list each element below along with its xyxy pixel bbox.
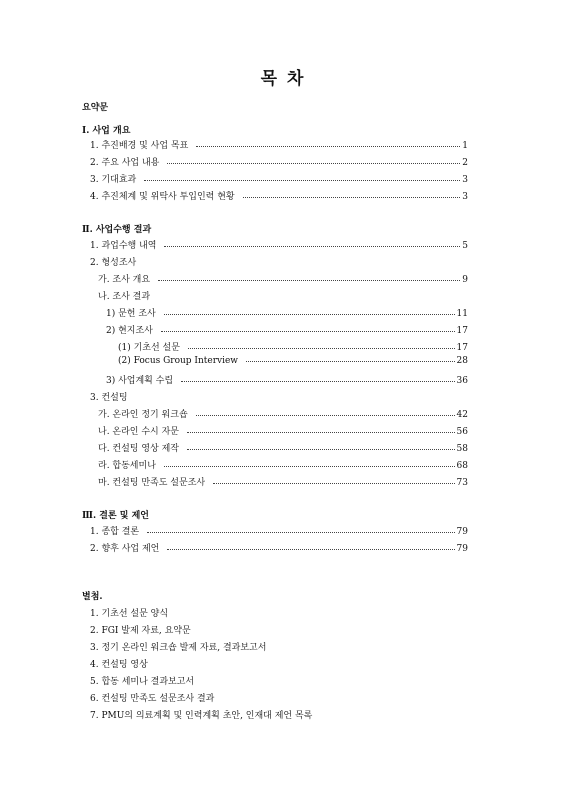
toc-entry xyxy=(118,356,468,366)
toc-entry-label: 1. 과업수행 내역 xyxy=(90,241,157,251)
section-heading-3: Ⅲ. 결론 및 제언 xyxy=(82,511,149,521)
toc-entry xyxy=(106,323,468,336)
toc-entry-page: 3 xyxy=(462,192,468,202)
toc-entry-page: 56 xyxy=(456,427,468,437)
toc-entry xyxy=(98,458,468,471)
dot-leader xyxy=(167,163,460,164)
toc-entry xyxy=(98,475,468,488)
dot-leader xyxy=(164,466,455,467)
toc-entry-page: 42 xyxy=(456,410,468,420)
toc-entry-label: 가. 온라인 정기 워크숍 xyxy=(98,410,188,420)
toc-entry-label: 3. 기대효과 xyxy=(90,175,137,185)
toc-entry-label: 가. 조사 개요 xyxy=(98,275,151,285)
toc-entry-label: 나. 온라인 수시 자문 xyxy=(98,427,179,437)
toc-entry-page: 9 xyxy=(462,275,468,285)
dot-leader xyxy=(164,314,455,315)
toc-entry xyxy=(98,407,468,420)
toc-entry xyxy=(90,138,468,151)
toc-entry-page: 17 xyxy=(456,326,468,336)
dot-leader xyxy=(196,146,460,147)
appendix-heading: 별첨. xyxy=(82,592,103,602)
toc-entry xyxy=(90,541,468,554)
toc-entry xyxy=(90,524,468,537)
toc-entry-label: (1) 기초선 설문 xyxy=(118,343,180,353)
toc-entry-page: 2 xyxy=(462,158,468,168)
toc-entry-label: 4. 추진체계 및 위탁사 투입인력 현황 xyxy=(90,192,235,202)
toc-entry-label: 2. 주요 사업 내용 xyxy=(90,158,160,168)
toc-entry-page: 79 xyxy=(456,527,468,537)
dot-leader xyxy=(187,449,455,450)
toc-entry-label: 라. 합동세미나 xyxy=(98,461,156,471)
appendix-item: 1. 기초선 설문 양식 xyxy=(90,609,169,619)
toc-entry-page: 5 xyxy=(462,241,468,251)
dot-leader xyxy=(246,361,455,362)
toc-entry xyxy=(106,373,468,386)
appendix-item: 4. 컨설팅 영상 xyxy=(90,660,148,670)
toc-entry xyxy=(90,189,468,202)
toc-entry-label: 마. 컨설팅 만족도 설문조사 xyxy=(98,478,206,488)
dot-leader xyxy=(158,280,460,281)
page-title: 목 차 xyxy=(260,69,306,89)
toc-entry-label: 1) 문헌 조사 xyxy=(106,309,156,319)
dot-leader xyxy=(243,197,461,198)
toc-entry xyxy=(90,155,468,168)
toc-entry xyxy=(98,424,468,437)
dot-leader xyxy=(164,246,460,247)
toc-entry xyxy=(98,441,468,454)
appendix-item: 6. 컨설팅 만족도 설문조사 결과 xyxy=(90,694,215,704)
toc-entry-page: 36 xyxy=(456,376,468,386)
toc-entry-page: 1 xyxy=(462,141,468,151)
toc-entry-label: 2) 현지조사 xyxy=(106,326,153,336)
appendix-item: 5. 합동 세미나 결과보고서 xyxy=(90,677,195,687)
toc-entry-label: 다. 컨설팅 영상 제작 xyxy=(98,444,179,454)
appendix-item: 7. PMU의 의료계획 및 인력계획 초안, 인재대 제언 목록 xyxy=(90,711,313,721)
toc-entry-page: 17 xyxy=(456,343,468,353)
toc-entry-label: 3) 사업계획 수립 xyxy=(106,376,174,386)
dot-leader xyxy=(188,348,455,349)
dot-leader xyxy=(213,483,454,484)
dot-leader xyxy=(187,432,455,433)
toc-entry-page: 58 xyxy=(456,444,468,454)
toc-entry-page: 3 xyxy=(462,175,468,185)
toc-entry-page: 79 xyxy=(456,544,468,554)
toc-entry-page: 11 xyxy=(456,309,468,319)
section-heading-2: Ⅱ. 사업수행 결과 xyxy=(82,225,152,235)
toc-entry xyxy=(90,238,468,251)
toc-entry-label: 1. 추진배경 및 사업 목표 xyxy=(90,141,189,151)
toc-entry-label: 1. 종합 결론 xyxy=(90,527,140,537)
toc-subheading: 3. 컨설팅 xyxy=(90,393,128,403)
toc-entry-label: 2. 향후 사업 제언 xyxy=(90,544,160,554)
toc-subheading: 2. 형성조사 xyxy=(90,258,137,268)
toc-subheading: 나. 조사 결과 xyxy=(98,292,151,302)
dot-leader xyxy=(161,331,455,332)
toc-entry xyxy=(90,172,468,185)
toc-entry xyxy=(118,340,468,353)
summary-heading: 요약문 xyxy=(82,103,109,113)
dot-leader xyxy=(181,381,454,382)
dot-leader xyxy=(167,549,454,550)
toc-entry-label: (2) Focus Group Interview xyxy=(118,356,239,366)
toc-entry xyxy=(98,272,468,285)
dot-leader xyxy=(147,532,454,533)
section-heading-1: Ⅰ. 사업 개요 xyxy=(82,126,131,136)
appendix-item: 3. 정기 온라인 워크숍 발제 자료, 결과보고서 xyxy=(90,643,267,653)
toc-entry-page: 28 xyxy=(456,356,468,366)
dot-leader xyxy=(196,415,455,416)
toc-entry-page: 68 xyxy=(456,461,468,471)
dot-leader xyxy=(144,180,460,181)
toc-entry-page: 73 xyxy=(456,478,468,488)
appendix-item: 2. FGI 발제 자료, 요약문 xyxy=(90,626,191,636)
toc-entry xyxy=(106,306,468,319)
